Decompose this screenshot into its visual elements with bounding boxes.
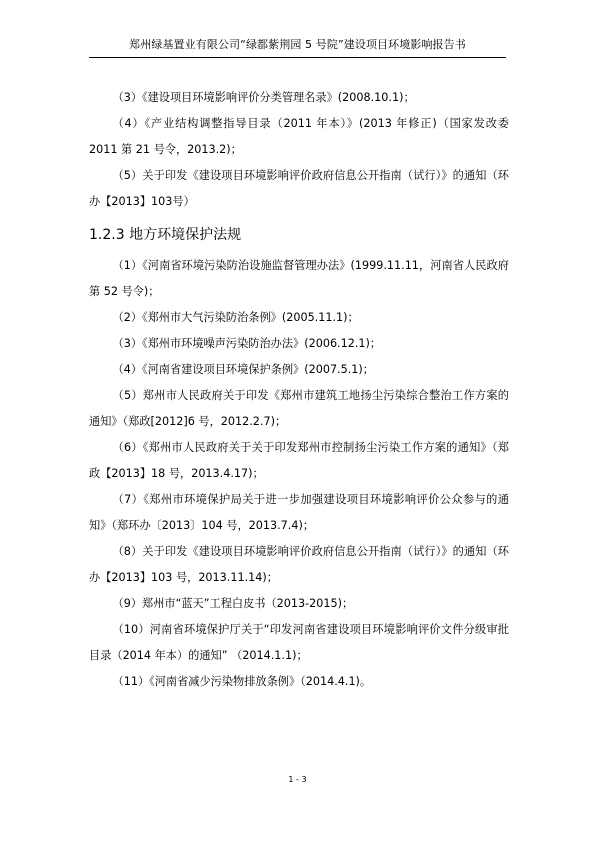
header-divider bbox=[89, 57, 506, 58]
regulation-item: （7）《郑州市环境保护局关于进一步加强建设项目环境影响评价公众参与的通知》（郑环办〔2013〕104 号，2013.7.4)； bbox=[89, 493, 509, 532]
regulation-item: （5）郑州市人民政府关于印发《郑州市建筑工地扬尘污染综合整治工作方案的通知》（郑政[2012]6 号，2012.2.7)； bbox=[89, 389, 509, 428]
regulation-item: （11）《河南省减少污染物排放条例》（2014.4.1)。 bbox=[112, 675, 372, 688]
page-number: 1 - 3 bbox=[288, 775, 307, 784]
regulation-item: （3）《建设项目环境影响评价分类管理名录》(2008.10.1)； bbox=[112, 91, 415, 104]
section-heading: 1.2.3 地方环境保护法规 bbox=[89, 227, 242, 243]
regulation-item: （8）关于印发《建设项目环境影响评价政府信息公开指南（试行）》的通知（环办【2013】103 号，2013.11.14)； bbox=[89, 545, 509, 584]
document-header: 郑州绿基置业有限公司“绿都紫荆园 5 号院”建设项目环境影响报告书 bbox=[129, 38, 466, 51]
page-content bbox=[89, 85, 509, 695]
regulation-item: （6）《郑州市人民政府关于关于印发郑州市控制扬尘污染工作方案的通知》（郑政【2013】18 号，2013.4.17)； bbox=[89, 441, 509, 480]
regulation-item: （2）《郑州市大气污染防治条例》(2005.11.1)； bbox=[112, 311, 359, 324]
regulation-item: （1）《河南省环境污染防治设施监督管理办法》(1999.11.11，河南省人民政府第 52 号令)； bbox=[89, 259, 509, 298]
regulation-item: （9）郑州市“蓝天”工程白皮书（2013-2015)； bbox=[112, 597, 354, 610]
regulation-item: （5）关于印发《建设项目环境影响评价政府信息公开指南（试行）》的通知（环办【2013】103号） bbox=[89, 169, 509, 208]
regulation-item: （4）《产业结构调整指导目录（2011 年本）》(2013 年修正)（国家发改委 2011 第 21 号令，2013.2)； bbox=[89, 117, 509, 156]
regulation-item: （10）河南省环境保护厅关于“印发河南省建设项目环境影响评价文件分级审批目录（2014 年本）的通知” （2014.1.1)； bbox=[89, 623, 509, 662]
regulation-item: （4）《河南省建设项目环境保护条例》(2007.5.1)； bbox=[112, 363, 374, 376]
regulation-item: （3）《郑州市环境噪声污染防治办法》(2006.12.1)； bbox=[112, 337, 382, 350]
